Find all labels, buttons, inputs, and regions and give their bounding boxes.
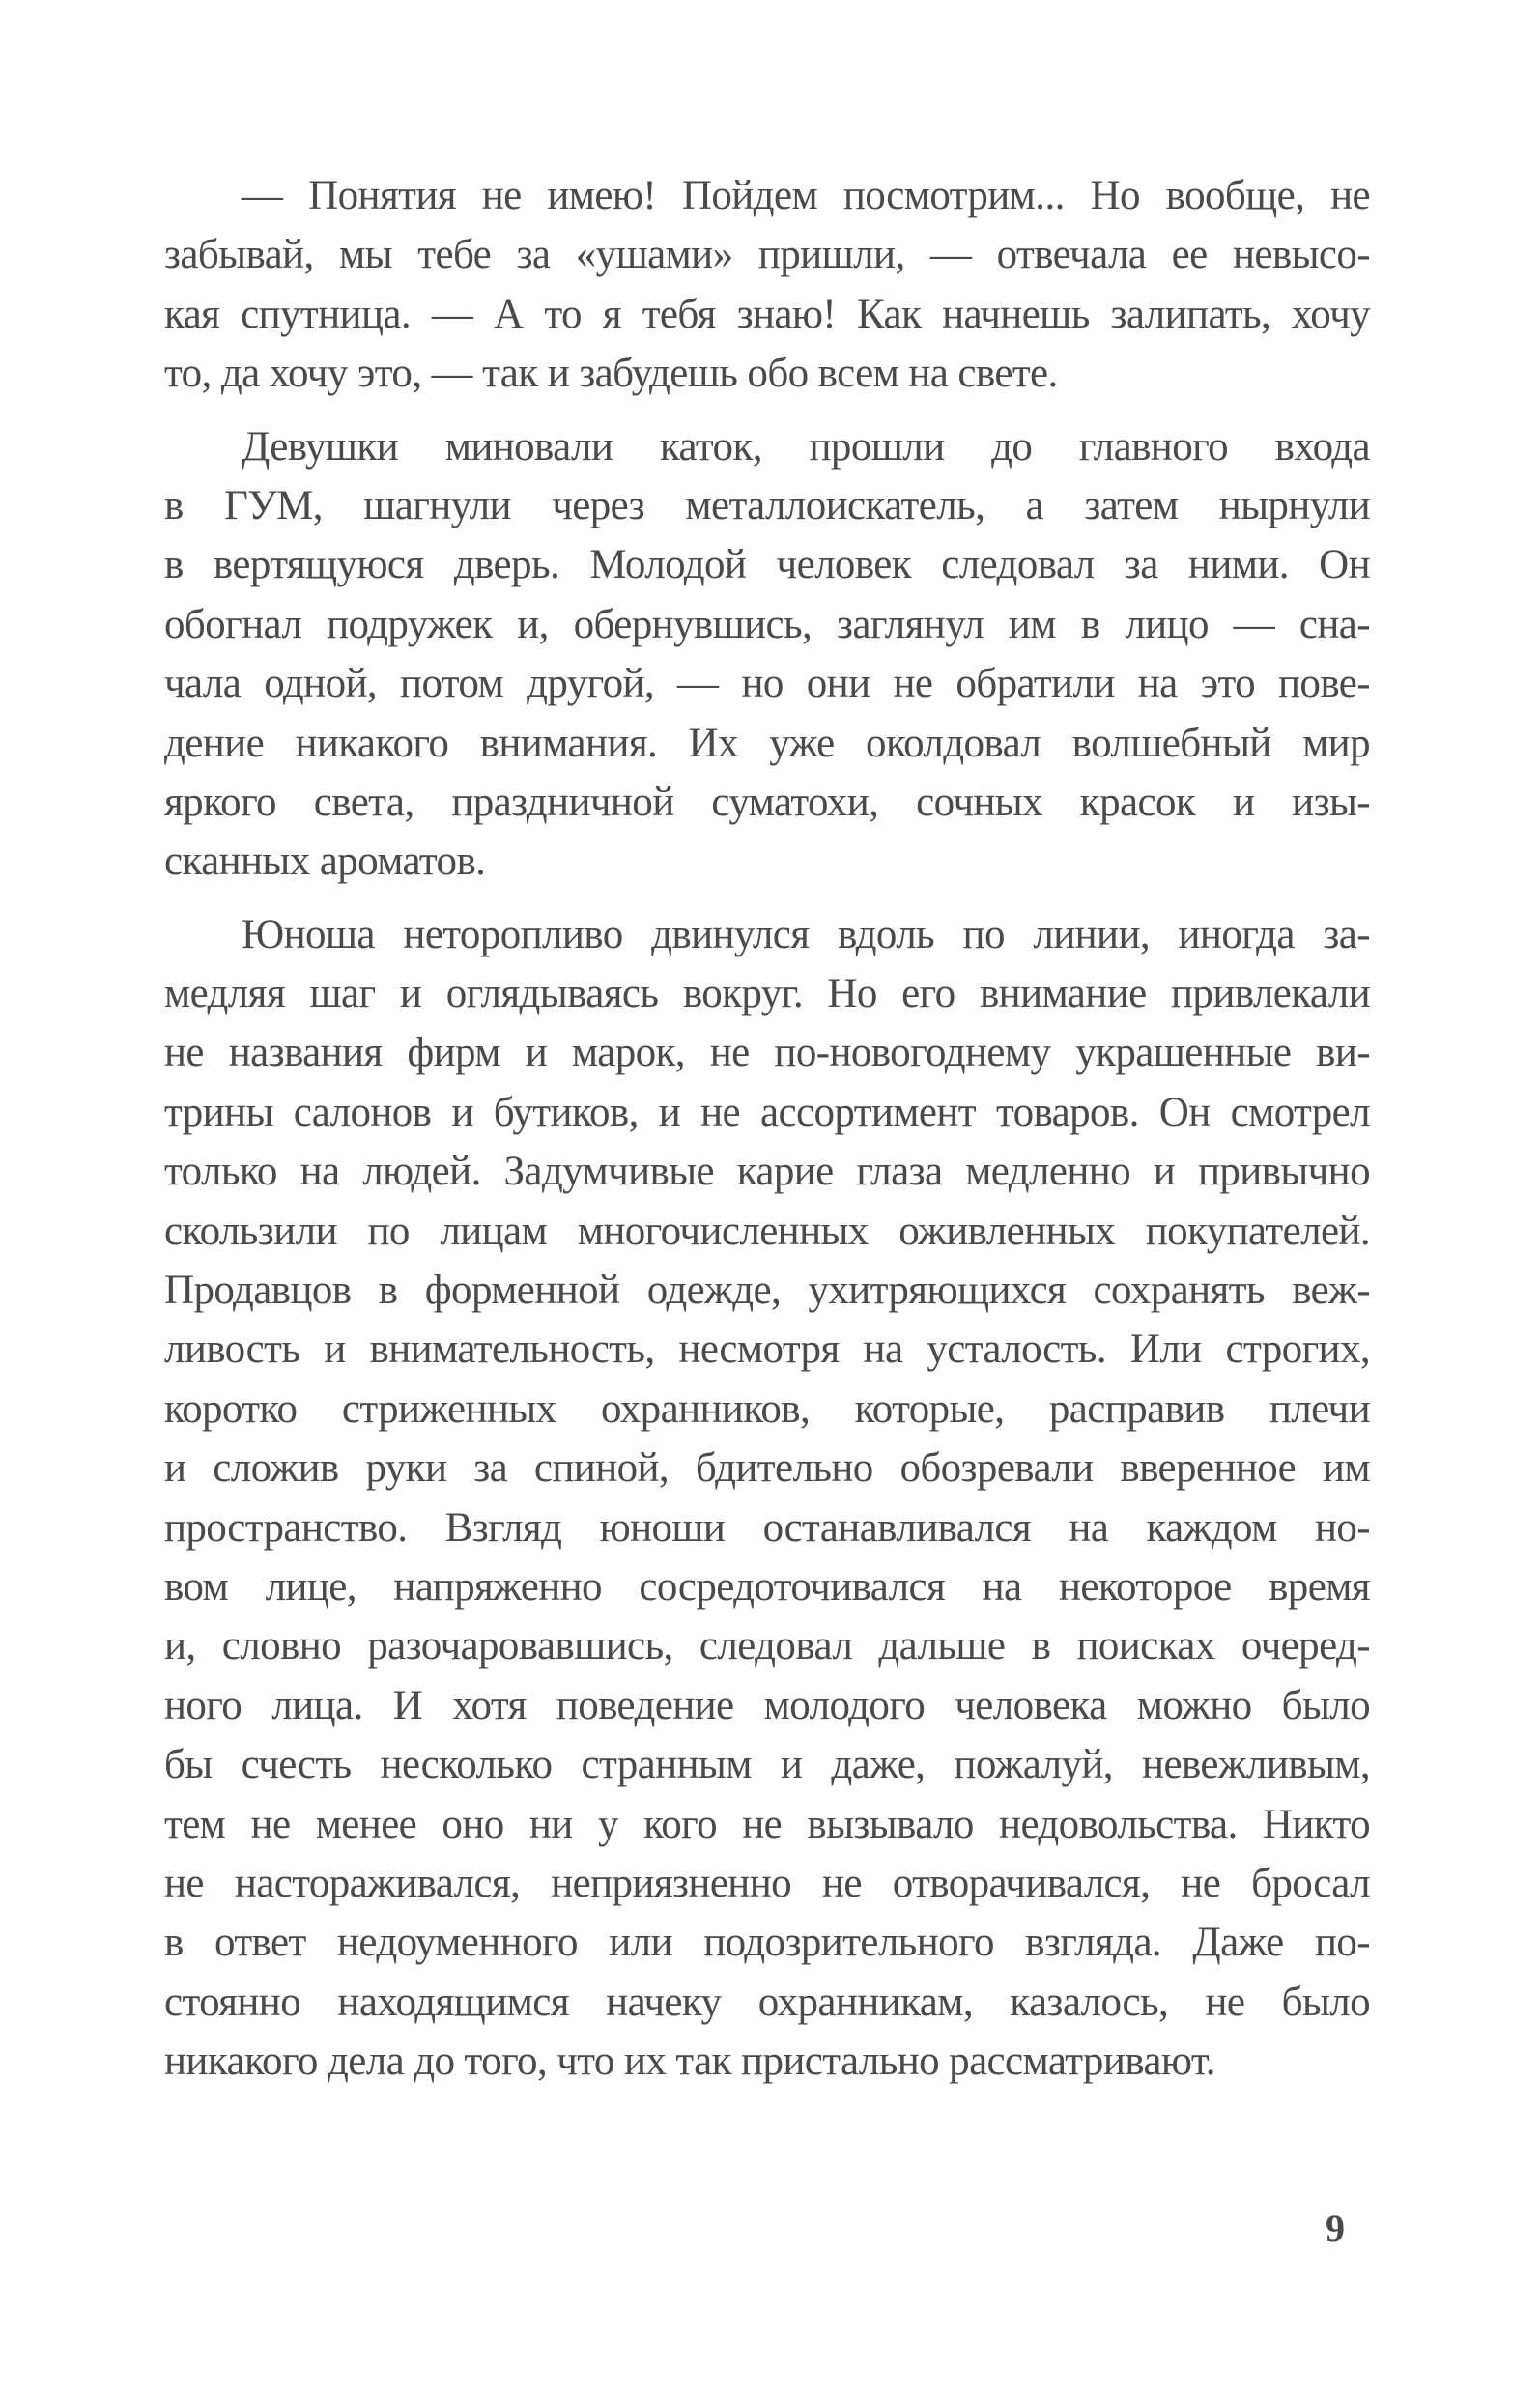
text-line: обогнал подружек и, обернувшись, заглянул им в лицо — сна- [164,601,1370,647]
text-line: забывай, мы тебе за «ушами» пришли, — отвечала ее невысо- [164,232,1370,278]
text-line: в ГУМ, шагнули через металлоискатель, а затем нырнули [164,482,1370,528]
text-line: — Понятия не имею! Пойдем посмотрим... Но вообще, не [242,173,1370,218]
text-line: трины салонов и бутиков, и не ассортимент товаров. Он смотрел [164,1089,1370,1135]
text-line: ливость и внимательность, несмотря на усталость. Или строгих, [164,1326,1370,1373]
text-line: и сложив руки за спиной, бдительно обозревали вверенное им [164,1445,1370,1492]
text-line: не названия фирм и марок, не по-новогоднему украшенные ви- [164,1030,1370,1076]
text-line: вом лице, напряженно сосредоточивался на некоторое время [164,1563,1370,1610]
text-line: сканных ароматов. [164,839,486,885]
text-line: скользили по лицам многочисленных оживленных покупателей. [164,1208,1370,1254]
text-line: стоянно находящимся начеку охранникам, казалось, не было [164,1979,1370,2025]
text-line: и, словно разочаровавшись, следовал дальше в поисках очеред- [164,1623,1370,1669]
text-line: ного лица. И хотя поведение молодого человека можно было [164,1682,1370,1728]
text-line: дение никакого внимания. Их уже околдовал волшебный мир [164,720,1370,766]
text-line: медляя шаг и оглядываясь вокруг. Но его внимание привлекали [164,971,1370,1017]
text-line: в вертящуюся дверь. Молодой человек следовал за ними. Он [164,542,1370,588]
text-line: пространство. Взгляд юноши останавливался на каждом но- [164,1504,1370,1551]
text-line: никакого дела до того, что их так пристально рассматривают. [164,2039,1215,2085]
paragraph-3 [164,905,1370,2092]
text-line: бы счесть несколько странным и даже, пожалуй, невежливым, [164,1742,1370,1788]
paragraph-2 [164,417,1370,892]
text-line: Продавцов в форменной одежде, ухитряющихся сохранять веж- [164,1268,1370,1314]
paragraph-1 [164,166,1370,404]
text-line: Юноша неторопливо двинулся вдоль по линии, иногда за- [242,911,1370,957]
text-line: в ответ недоуменного или подозрительного взгляда. Даже по- [164,1920,1370,1966]
text-line: не настораживался, неприязненно не отворачивался, не бросал [164,1860,1370,1906]
text-line: тем не менее оно ни у кого не вызывало недовольства. Никто [164,1801,1370,1847]
text-line: Девушки миновали каток, прошли до главного входа [242,423,1370,470]
book-page-text [164,166,1370,2105]
text-line: только на людей. Задумчивые карие глаза медленно и привычно [164,1149,1370,1195]
text-line: кая спутница. — А то я тебя знаю! Как начнешь залипать, хочу [164,291,1370,337]
text-line: то, да хочу это, — так и забудешь обо всем на свете. [164,351,1058,397]
text-line: яркого света, праздничной суматохи, сочных красок и изы- [164,779,1370,825]
text-line: коротко стриженных охранников, которые, расправив плечи [164,1385,1370,1432]
text-line: чала одной, потом другой, — но они не обратили на это пове- [164,661,1370,707]
page-number: 9 [1326,2207,1345,2250]
